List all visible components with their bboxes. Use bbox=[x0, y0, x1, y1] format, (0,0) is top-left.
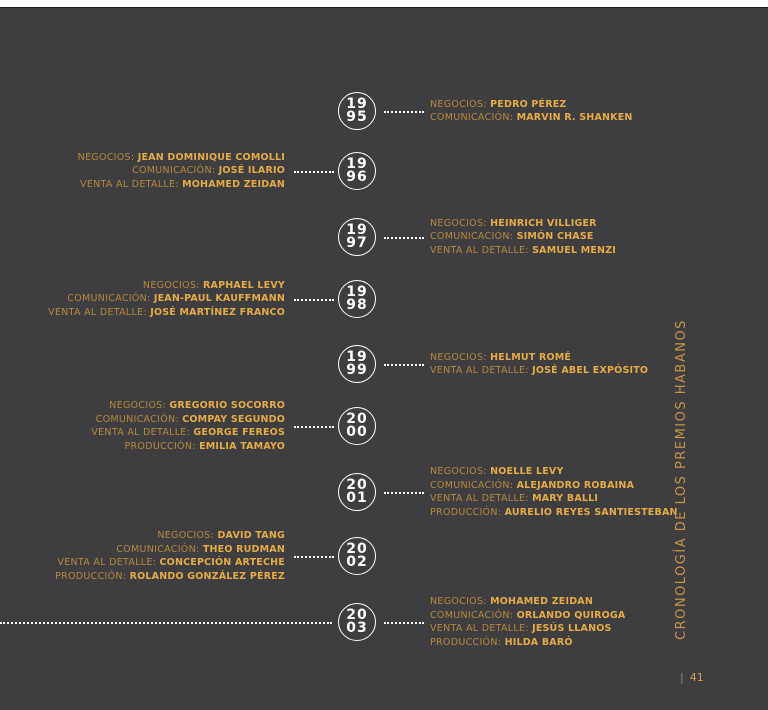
dotted-connector bbox=[384, 111, 424, 113]
year-badge bbox=[338, 537, 376, 575]
winner-name: RAPHAEL LEVY bbox=[203, 279, 285, 291]
category-label: COMUNICACIÓN: bbox=[132, 165, 219, 177]
award-row bbox=[91, 440, 285, 454]
winner-name: ROLANDO GONZÁLEZ PÉREZ bbox=[129, 570, 285, 582]
award-block bbox=[78, 151, 285, 192]
category-label: VENTA AL DETALLE: bbox=[57, 557, 160, 568]
category-label: COMUNICACIÓN: bbox=[430, 479, 517, 491]
year-bottom: 95 bbox=[346, 109, 368, 125]
page-separator: | bbox=[680, 671, 684, 684]
award-row bbox=[430, 506, 678, 520]
dotted-connector bbox=[384, 492, 424, 494]
winner-name: EMILIA TAMAYO bbox=[199, 440, 285, 452]
year-top: 20 bbox=[346, 411, 368, 427]
year-bottom: 99 bbox=[346, 362, 368, 378]
winner-name: MOHAMED ZEIDAN bbox=[182, 178, 285, 190]
award-row bbox=[55, 556, 285, 570]
award-row bbox=[91, 413, 285, 427]
year-top: 19 bbox=[346, 96, 368, 112]
award-row bbox=[430, 465, 678, 479]
category-label: NEGOCIOS: bbox=[430, 466, 491, 477]
award-row bbox=[430, 217, 616, 231]
award-row bbox=[430, 622, 625, 636]
category-label: NEGOCIOS: bbox=[77, 151, 138, 163]
award-row bbox=[55, 529, 285, 543]
year-top: 20 bbox=[346, 607, 368, 623]
year-bottom: 02 bbox=[346, 554, 368, 570]
award-row bbox=[91, 426, 285, 440]
award-row bbox=[430, 244, 616, 258]
year-top: 19 bbox=[346, 284, 368, 300]
category-label: NEGOCIOS: bbox=[109, 400, 170, 411]
winner-name: AURELIO REYES SANTIESTEBAN bbox=[504, 506, 678, 518]
winner-name: ORLANDO QUIROGA bbox=[516, 609, 626, 621]
award-block bbox=[430, 351, 648, 378]
year-badge bbox=[338, 603, 376, 641]
dotted-connector bbox=[294, 171, 334, 173]
year-bottom: 00 bbox=[346, 424, 368, 440]
winner-name: HEINRICH VILLIGER bbox=[490, 217, 597, 229]
year-badge bbox=[338, 152, 376, 190]
winner-name: GREGORIO SOCORRO bbox=[169, 400, 285, 411]
winner-name: MARY BALLI bbox=[532, 493, 599, 504]
award-block bbox=[91, 399, 285, 453]
timeline-lead-line bbox=[0, 622, 332, 624]
winner-name: HILDA BARÓ bbox=[504, 636, 573, 648]
winner-name: JOSÉ ABEL EXPÓSITO bbox=[532, 365, 649, 376]
category-label: COMUNICACIÓN: bbox=[116, 543, 203, 555]
winner-name: JOSÉ ILARIO bbox=[218, 165, 285, 177]
category-label: VENTA AL DETALLE: bbox=[430, 493, 533, 504]
award-row bbox=[430, 351, 648, 365]
winner-name: NOELLE LEVY bbox=[490, 466, 564, 477]
category-label: COMUNICACIÓN: bbox=[430, 609, 517, 621]
winner-name: JOSÉ MARTÍNEZ FRANCO bbox=[150, 306, 285, 318]
year-bottom: 98 bbox=[346, 297, 368, 313]
dotted-connector bbox=[294, 299, 334, 301]
winner-name: PEDRO PÉREZ bbox=[490, 98, 567, 110]
award-row bbox=[55, 570, 285, 584]
award-row bbox=[430, 98, 633, 112]
winner-name: HELMUT ROMÉ bbox=[490, 351, 572, 363]
winner-name: SIMÓN CHASE bbox=[516, 231, 594, 243]
winner-name: DAVID TANG bbox=[217, 530, 285, 541]
award-row bbox=[78, 178, 285, 192]
category-label: NEGOCIOS: bbox=[430, 596, 491, 607]
winner-name: SAMUEL MENZI bbox=[532, 244, 617, 256]
winner-name: JEAN-PAUL KAUFFMANN bbox=[153, 293, 285, 305]
award-block bbox=[430, 98, 633, 125]
year-bottom: 97 bbox=[346, 235, 368, 251]
winner-name: JESÚS LLANOS bbox=[532, 623, 612, 634]
winner-name: MARVIN R. SHANKEN bbox=[516, 112, 633, 123]
year-top: 19 bbox=[346, 156, 368, 172]
award-block bbox=[55, 529, 285, 583]
year-bottom: 96 bbox=[346, 169, 368, 185]
winner-name: MOHAMED ZEIDAN bbox=[490, 596, 593, 607]
winner-name: GEORGE FEREOS bbox=[193, 427, 285, 438]
category-label: COMUNICACIÓN: bbox=[95, 413, 183, 425]
category-label: VENTA AL DETALLE: bbox=[430, 365, 533, 376]
category-label: PRODUCCIÓN: bbox=[55, 570, 130, 582]
page-number-footer bbox=[680, 671, 704, 684]
award-row bbox=[48, 306, 285, 320]
category-label: PRODUCCIÓN: bbox=[124, 440, 200, 452]
category-label: VENTA AL DETALLE: bbox=[80, 178, 183, 190]
year-top: 19 bbox=[346, 222, 368, 238]
year-bottom: 01 bbox=[346, 490, 368, 506]
page-background bbox=[0, 8, 768, 710]
side-title: CRONOLOGÍA DE LOS PREMIOS HABANOS bbox=[674, 319, 689, 640]
category-label: NEGOCIOS: bbox=[142, 279, 204, 291]
award-row bbox=[430, 111, 633, 125]
award-row bbox=[48, 292, 285, 306]
year-badge bbox=[338, 92, 376, 130]
category-label: NEGOCIOS: bbox=[430, 98, 491, 110]
category-label: COMUNICACIÓN: bbox=[430, 112, 517, 123]
category-label: NEGOCIOS: bbox=[157, 530, 218, 541]
award-block bbox=[430, 217, 616, 258]
award-row bbox=[430, 609, 625, 623]
award-row bbox=[78, 164, 285, 178]
category-label: NEGOCIOS: bbox=[430, 217, 491, 229]
year-bottom: 03 bbox=[346, 620, 368, 636]
winner-name: JEAN DOMINIQUE COMOLLI bbox=[137, 151, 285, 163]
year-badge bbox=[338, 218, 376, 256]
category-label: COMUNICACIÓN: bbox=[67, 293, 154, 305]
year-top: 20 bbox=[346, 541, 368, 557]
winner-name: THEO RUDMAN bbox=[202, 543, 285, 555]
year-badge bbox=[338, 407, 376, 445]
winner-name: CONCEPCIÓN ARTECHE bbox=[159, 557, 285, 568]
category-label: PRODUCCIÓN: bbox=[430, 506, 505, 518]
year-badge bbox=[338, 280, 376, 318]
winner-name: ALEJANDRO ROBAINA bbox=[516, 479, 635, 491]
winner-name: COMPAY SEGUNDO bbox=[182, 413, 285, 425]
award-row bbox=[430, 492, 678, 506]
award-row bbox=[48, 279, 285, 293]
award-block bbox=[430, 595, 625, 649]
award-row bbox=[78, 151, 285, 165]
year-badge bbox=[338, 473, 376, 511]
award-row bbox=[55, 543, 285, 557]
dotted-connector bbox=[384, 622, 424, 624]
dotted-connector bbox=[294, 426, 334, 428]
award-row bbox=[430, 636, 625, 650]
award-row bbox=[430, 230, 616, 244]
category-label: COMUNICACIÓN: bbox=[430, 231, 517, 243]
category-label: VENTA AL DETALLE: bbox=[91, 427, 194, 438]
dotted-connector bbox=[384, 237, 424, 239]
category-label: VENTA AL DETALLE: bbox=[48, 306, 151, 318]
award-row bbox=[430, 364, 648, 378]
award-row bbox=[430, 479, 678, 493]
award-block bbox=[430, 465, 678, 519]
dotted-connector bbox=[384, 364, 424, 366]
year-top: 20 bbox=[346, 477, 368, 493]
page-number: 41 bbox=[689, 671, 704, 684]
award-row bbox=[91, 399, 285, 413]
year-badge bbox=[338, 345, 376, 383]
year-top: 19 bbox=[346, 349, 368, 365]
category-label: VENTA AL DETALLE: bbox=[430, 244, 533, 256]
category-label: PRODUCCIÓN: bbox=[430, 636, 505, 648]
category-label: NEGOCIOS: bbox=[430, 351, 491, 363]
dotted-connector bbox=[294, 556, 334, 558]
award-block bbox=[48, 279, 285, 320]
award-row bbox=[430, 595, 625, 609]
category-label: VENTA AL DETALLE: bbox=[430, 623, 533, 634]
